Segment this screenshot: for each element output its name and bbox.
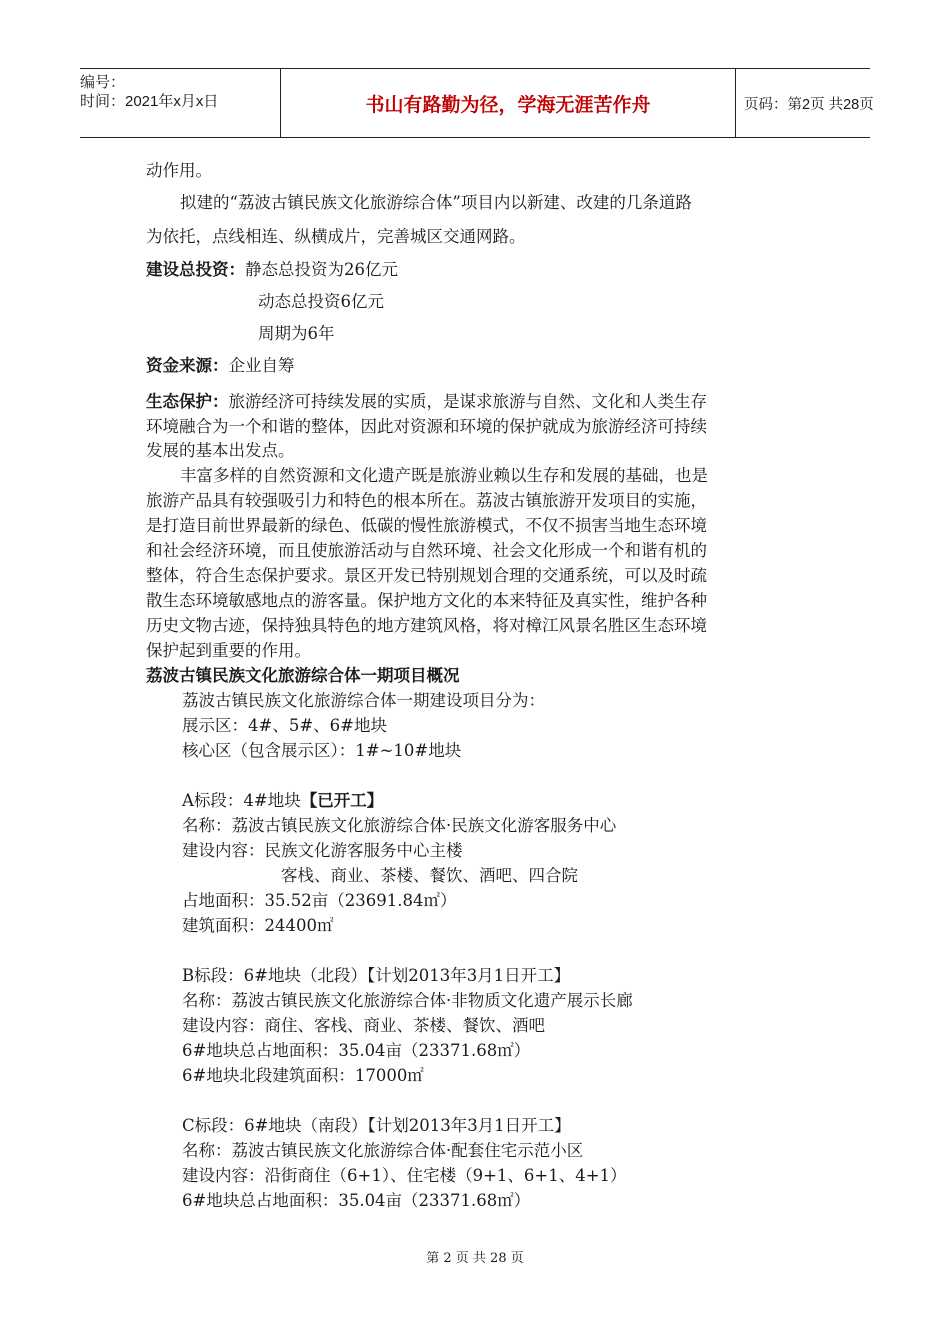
section-a-title-prefix: A标段：4#地块 xyxy=(182,791,301,810)
road-paragraph-line: 为依托，点线相连、纵横成片，完善城区交通网路。 xyxy=(146,227,526,246)
paragraph-continuation: 动作用。 xyxy=(146,161,212,180)
eco-paragraph-line: 丰富多样的自然资源和文化遗产既是旅游业赖以生存和发展的基础，也是 xyxy=(180,466,708,485)
funding-label: 资金来源： xyxy=(146,356,229,375)
document-date: 时间：2021年x月x日 xyxy=(80,93,219,110)
document-number-label: 编号： xyxy=(80,74,126,91)
eco-paragraph-line: 环境融合为一个和谐的整体，因此对资源和环境的保护就成为旅游经济可持续 xyxy=(146,417,707,436)
investment-period: 周期为6年 xyxy=(258,324,335,343)
section-a-content: 建设内容：民族文化游客服务中心主楼 xyxy=(182,841,463,860)
eco-label: 生态保护： xyxy=(146,392,229,411)
section-a-content-cont: 客栈、商业、茶楼、餐饮、酒吧、四合院 xyxy=(281,866,578,885)
section-b-title: B标段：6#地块（北段）【计划2013年3月1日开工】 xyxy=(182,966,571,985)
investment-dynamic-value: 动态总投资6亿元 xyxy=(258,292,384,311)
phase-intro: 荔波古镇民族文化旅游综合体一期建设项目分为： xyxy=(182,691,545,710)
eco-row xyxy=(146,391,707,413)
section-c-name: 名称：荔波古镇民族文化旅游综合体·配套住宅示范小区 xyxy=(182,1141,584,1160)
section-a-land-area: 占地面积：35.52亩（23691.84㎡） xyxy=(182,891,457,910)
core-zone: 核心区（包含展示区）：1#~10#地块 xyxy=(182,741,462,760)
eco-paragraph-line: 散生态环境敏感地点的游客量。保护地方文化的本来特征及真实性，维护各种 xyxy=(146,591,707,610)
phase-one-title: 荔波古镇民族文化旅游综合体一期项目概况 xyxy=(146,666,460,685)
investment-row xyxy=(146,259,398,281)
section-a-title xyxy=(182,790,383,812)
investment-label: 建设总投资： xyxy=(146,260,245,279)
eco-paragraph-line: 是打造目前世界最新的绿色、低碳的慢性旅游模式，不仅不损害当地生态环境 xyxy=(146,516,707,535)
display-zone: 展示区：4#、5#、6#地块 xyxy=(182,716,387,735)
eco-paragraph-line: 整体，符合生态保护要求。景区开发已特别规划合理的交通系统，可以及时疏 xyxy=(146,566,707,585)
section-a-name: 名称：荔波古镇民族文化旅游综合体·民族文化游客服务中心 xyxy=(182,816,617,835)
section-b-content: 建设内容：商住、客栈、商业、茶楼、餐饮、酒吧 xyxy=(182,1016,545,1035)
section-b-building-area: 6#地块北段建筑面积：17000㎡ xyxy=(182,1066,424,1085)
header-motto: 书山有路勤为径，学海无涯苦作舟 xyxy=(280,69,736,137)
funding-value: 企业自筹 xyxy=(228,356,295,375)
section-c-land-area: 6#地块总占地面积：35.04亩（23371.68㎡） xyxy=(182,1191,531,1210)
eco-paragraph-line: 保护起到重要的作用。 xyxy=(146,641,311,660)
funding-row xyxy=(146,355,295,377)
section-b-name: 名称：荔波古镇民族文化旅游综合体·非物质文化遗产展示长廊 xyxy=(182,991,633,1010)
section-a-status: 【已开工】 xyxy=(300,791,384,810)
section-c-content: 建设内容：沿街商住（6+1）、住宅楼（9+1、6+1、4+1） xyxy=(182,1166,627,1185)
eco-paragraph-line: 旅游经济可持续发展的实质，是谋求旅游与自然、文化和人类生存 xyxy=(228,392,707,411)
header-left-cell xyxy=(80,69,280,137)
eco-paragraph-line: 历史文物古迹，保持独具特色的地方建筑风格，将对樟江风景名胜区生态环境 xyxy=(146,616,707,635)
investment-static-value: 静态总投资为26亿元 xyxy=(245,260,398,279)
eco-paragraph-line: 发展的基本出发点。 xyxy=(146,441,295,460)
header-page-info: 页码：第2页 共28页 xyxy=(744,96,874,113)
road-paragraph-line: 拟建的“荔波古镇民族文化旅游综合体”项目内以新建、改建的几条道路 xyxy=(180,193,692,212)
eco-paragraph-line: 和社会经济环境，而且使旅游活动与自然环境、社会文化形成一个和谐有机的 xyxy=(146,541,707,560)
page-footer: 第 2 页 共 28 页 xyxy=(426,1251,524,1266)
page-header xyxy=(80,68,874,138)
section-a-building-area: 建筑面积：24400㎡ xyxy=(182,916,334,935)
eco-paragraph-line: 旅游产品具有较强吸引力和特色的根本所在。荔波古镇旅游开发项目的实施， xyxy=(146,491,707,510)
section-c-title: C标段：6#地块（南段）【计划2013年3月1日开工】 xyxy=(182,1116,571,1135)
section-b-land-area: 6#地块总占地面积：35.04亩（23371.68㎡） xyxy=(182,1041,531,1060)
